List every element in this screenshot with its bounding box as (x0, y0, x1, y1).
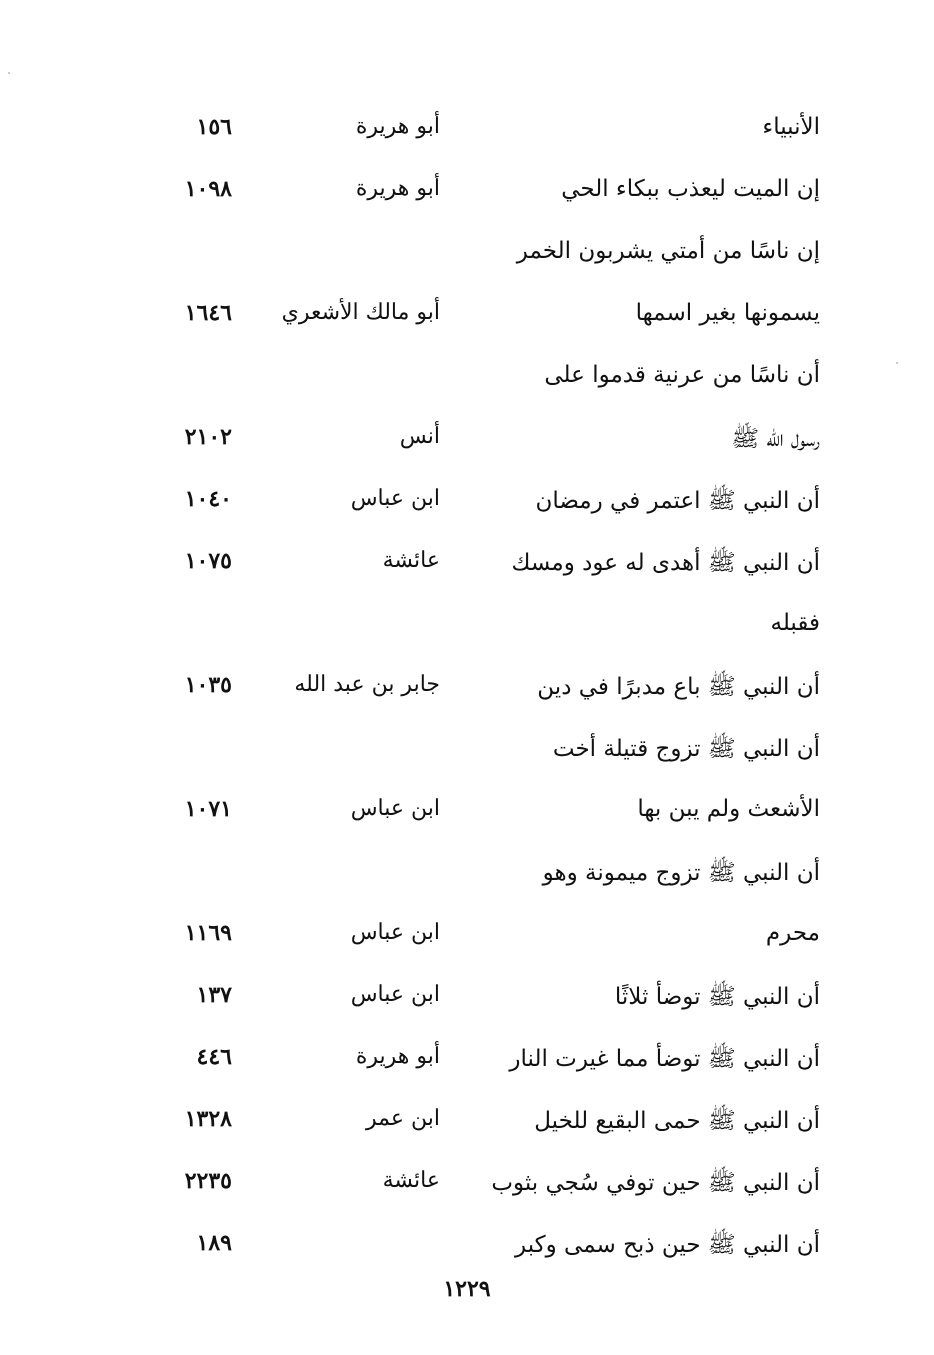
hadith-text: أن النبي ﷺ توضأ ثلاثًا (614, 984, 820, 1010)
narrator-name: أبو هريرة (355, 114, 440, 139)
hadith-number: ٢٢٣٥ (184, 1168, 232, 1194)
index-row (150, 1156, 820, 1218)
narrator-name: ابن عباس (350, 920, 440, 945)
index-row (150, 970, 820, 1032)
narrator-name: أبو مالك الأشعري (281, 300, 440, 325)
hadith-text: أن النبي ﷺ توضأ مما غيرت النار (509, 1046, 820, 1072)
hadith-text: إن ناسًا من أمتي يشربون الخمر (516, 238, 820, 264)
hadith-text: يسمونها بغير اسمها (635, 300, 820, 326)
hadith-text: محرم (765, 920, 820, 946)
hadith-text: أن النبي ﷺ حين توفي سُجي بثوب (491, 1170, 820, 1196)
hadith-number: ٢١٠٢ (184, 424, 232, 450)
index-row (150, 226, 820, 288)
hadith-text: أن النبي ﷺ حين ذبح سمى وكبر (515, 1232, 820, 1258)
narrator-name: جابر بن عبد الله (294, 672, 440, 697)
hadith-number: ١٦٤٦ (184, 300, 232, 326)
narrator-name: عائشة (382, 548, 440, 573)
hadith-number: ٤٤٦ (196, 1044, 232, 1070)
narrator-name: أبو هريرة (355, 1044, 440, 1069)
hadith-text: إن الميت ليعذب ببكاء الحي (561, 176, 820, 202)
index-row (150, 660, 820, 722)
index-row (150, 1218, 820, 1280)
hadith-text: فقبله (770, 610, 820, 636)
page-number: ١٢٢٩ (443, 1276, 491, 1302)
narrator-name: ابن عباس (350, 486, 440, 511)
index-row (150, 474, 820, 536)
index-row (150, 164, 820, 226)
hadith-text: الأنبياء (762, 114, 820, 140)
hadith-number: ١٠٤٠ (184, 486, 232, 512)
hadith-text: أن النبي ﷺ باع مدبرًا في دين (537, 674, 820, 700)
hadith-text: أن النبي ﷺ اعتمر في رمضان (535, 488, 820, 514)
hadith-text: أن النبي ﷺ تزوج ميمونة وهو (542, 860, 820, 886)
hadith-number: ١٠٧٥ (184, 548, 232, 574)
narrator-name: ابن عباس (350, 796, 440, 821)
hadith-text: رسول الله ﷺ (731, 426, 820, 452)
index-row (150, 350, 820, 412)
index-row (150, 846, 820, 908)
index-row (150, 1094, 820, 1156)
scan-speck (8, 72, 10, 74)
index-row (150, 722, 820, 784)
hadith-number: ١٨٩ (196, 1230, 232, 1256)
hadith-number: ١٠٣٥ (184, 672, 232, 698)
hadith-text: أن النبي ﷺ أهدى له عود ومسك (511, 550, 820, 576)
index-row (150, 784, 820, 846)
index-row (150, 598, 820, 660)
index-row (150, 536, 820, 598)
narrator-name: ابن عمر (366, 1106, 440, 1131)
scan-speck (896, 362, 898, 364)
narrator-name: ابن عباس (350, 982, 440, 1007)
narrator-name: أنس (399, 424, 440, 449)
index-row (150, 908, 820, 970)
narrator-name: أبو هريرة (355, 176, 440, 201)
narrator-name: عائشة (382, 1168, 440, 1193)
hadith-index-table (150, 102, 820, 1280)
hadith-number: ١٣٧ (196, 982, 232, 1008)
hadith-number: ١٥٦ (196, 114, 232, 140)
index-row (150, 102, 820, 164)
hadith-text: أن النبي ﷺ تزوج قتيلة أخت (552, 736, 820, 762)
index-row (150, 288, 820, 350)
hadith-text: أن ناسًا من عرنية قدموا على (544, 362, 820, 388)
hadith-number: ١١٦٩ (184, 920, 232, 946)
hadith-text: أن النبي ﷺ حمى البقيع للخيل (534, 1108, 820, 1134)
hadith-number: ١٠٩٨ (184, 176, 232, 202)
hadith-number: ١٣٢٨ (184, 1106, 232, 1132)
hadith-text: الأشعث ولم يبن بها (637, 796, 820, 822)
index-row (150, 412, 820, 474)
index-row (150, 1032, 820, 1094)
hadith-number: ١٠٧١ (184, 796, 232, 822)
